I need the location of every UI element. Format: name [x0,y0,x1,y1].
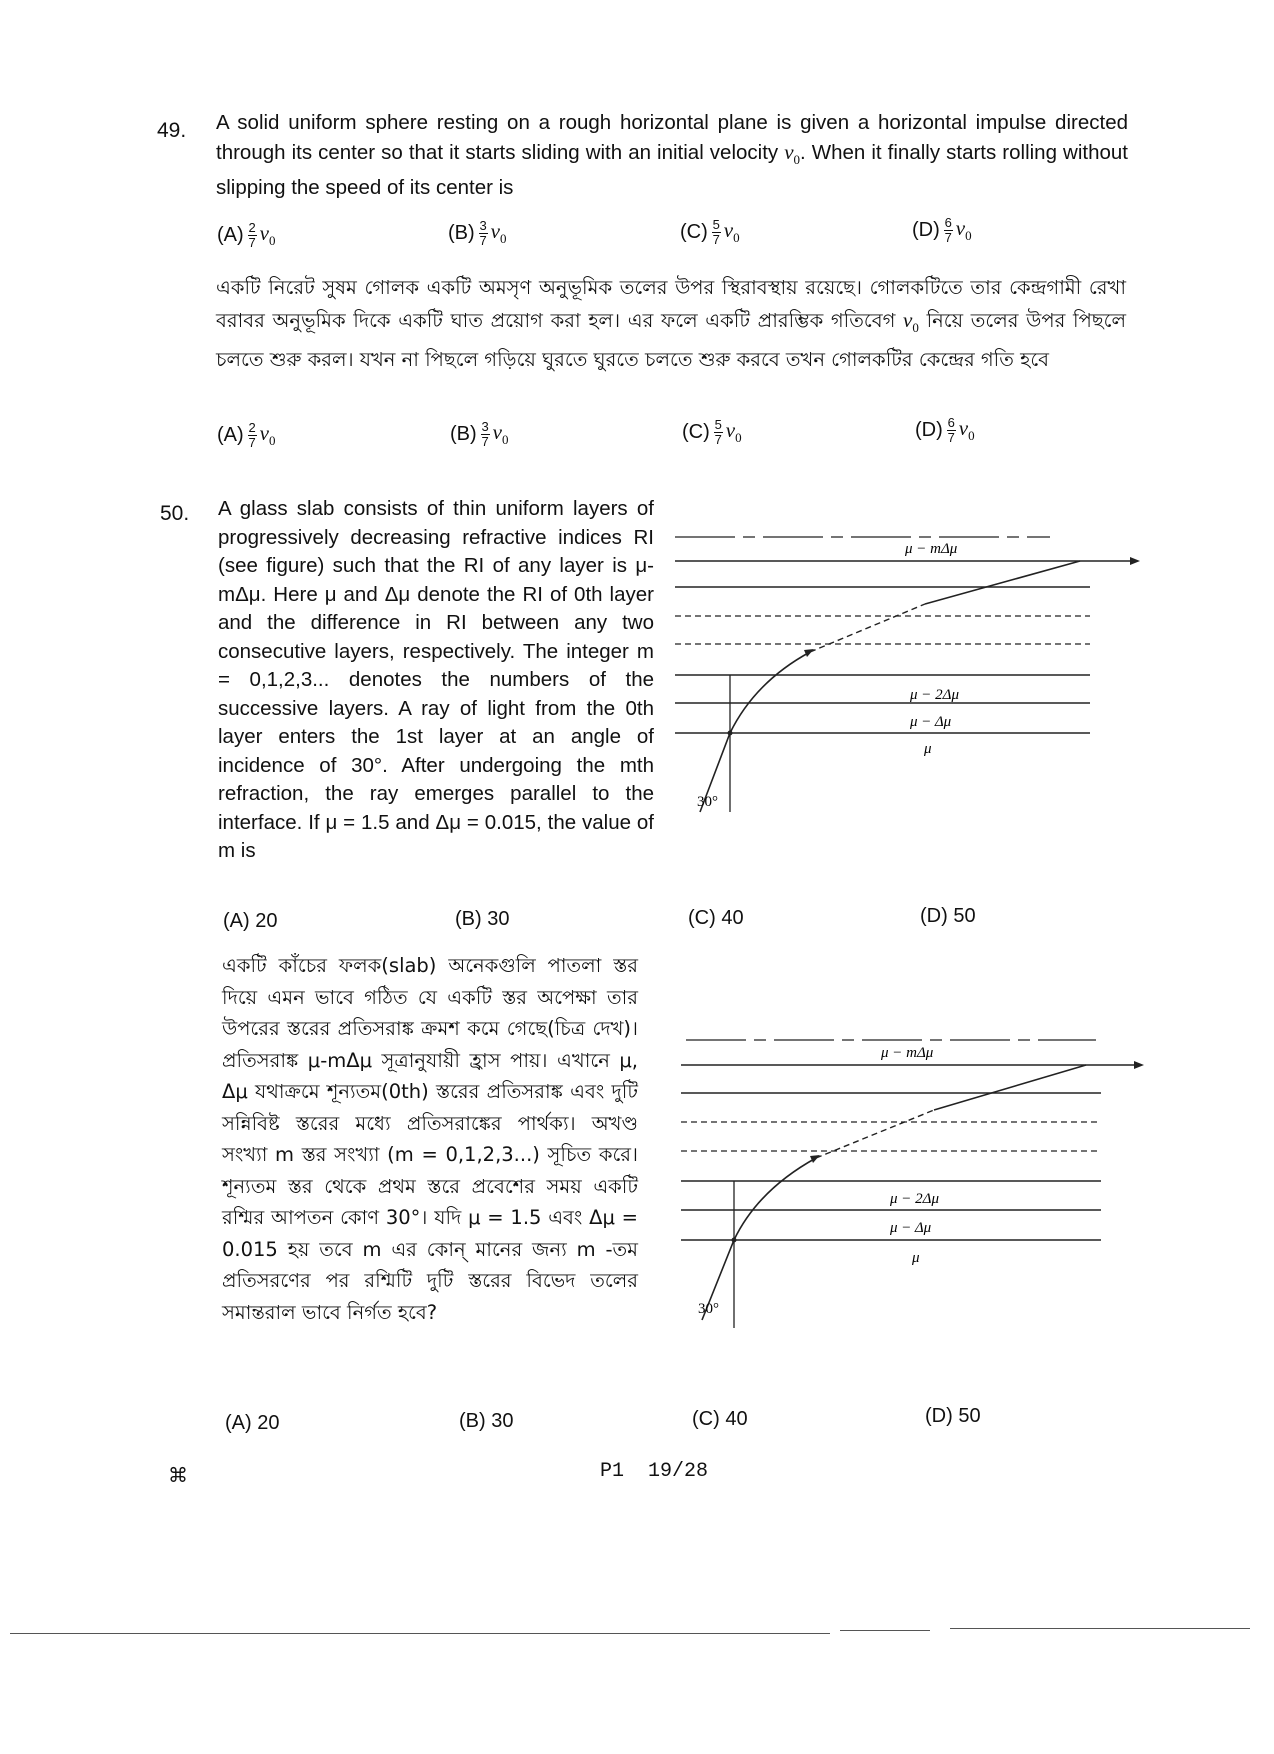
q49-option-b[interactable]: (B) $\frac{3}{7}$ $v_0$ [448,218,507,248]
q50-bn-option-c[interactable]: (C) 40 [692,1408,748,1430]
scan-line-mid [840,1630,930,1631]
q49-bn-option-a[interactable]: (A) $\frac{2}{7}$ $v_0$ [217,420,276,450]
question-50-text-en: A glass slab consists of thin uniform layers of progressively decreasing refractive indices RI (see figure) such that the RI of any layer is μ-mΔμ. Here μ and Δμ denote the RI of 0th layer and the difference in RI between any two consecutive layers, respectively. The integer m = 0,1,2,3... denotes the numbers of the successive layers. A ray of light from the 0th layer enters the 1st layer at an angle of incidence of 30°. After undergoing the mth refraction, the ray emerges parallel to the interface. If μ = 1.5 and Δμ = 0.015, the value of m is [218,497,654,862]
q49-bn-option-b[interactable]: (B) $\frac{3}{7}$ $v_0$ [450,419,509,449]
question-49-number: 49. [157,119,187,142]
question-50-number: 50. [160,502,190,525]
label-angle-2: 30° [698,1301,719,1317]
q49-option-a[interactable]: (A) $\frac{2}{7}$ $v_0$ [217,220,276,250]
q50-option-b[interactable]: (B) 30 [455,908,510,930]
scan-line-right [950,1628,1250,1629]
question-49-stem-end: . When it finally starts rolling without slipping the speed of its center is [216,140,1128,200]
q50-option-d[interactable]: (D) 50 [920,905,976,927]
label-mu-minus-m-dmu: μ − mΔμ [905,541,958,557]
label-mu-minus-m-dmu-2: μ − mΔμ [881,1045,934,1061]
question-49-stem: A solid uniform sphere resting on a rough horizontal plane is given a horizontal impulse directed through its center so that it starts sliding with an initial velocity [216,111,1128,164]
scan-line-left [10,1633,830,1634]
question-49-bn-part1: একটি নিরেট সুষম গোলক একটি অমসৃণ অনুভূমিক তলের উপর স্থিরাবস্থায় রয়েছে। গোলকটিতে তার কেন্দ্রগামী রেখা বরাবর অনুভূমিক দিকে একটি ঘাত প্রয়োগ করা হল। এর ফলে একটি প্রারম্ভিক গতিবেগ [216,276,1126,332]
footer-symbol: ⌘ [168,1463,188,1487]
light-ray-path-2 [702,1158,816,1320]
q49-option-d[interactable]: (D) $\frac{6}{7}$ $v_0$ [912,215,972,245]
q50-bn-option-b[interactable]: (B) 30 [459,1410,514,1432]
initial-velocity-symbol: $v_0$ [784,139,801,167]
label-mu-minus-dmu: μ − Δμ [910,714,952,730]
label-mu: μ [924,741,932,757]
question-49-text-en [216,109,1128,203]
label-mu-minus-dmu-2: μ − Δμ [890,1220,932,1236]
light-ray-path [700,652,810,812]
question-49-bn-part2: নিয়ে তলের উপর পিছলে চলতে শুরু করল। যখন না পিছলে গড়িয়ে ঘুরতে ঘুরতে চলতে শুরু করবে তখন গোলকটির কেন্দ্রের গতি হবে [216,309,1127,372]
q50-bn-option-d[interactable]: (D) 50 [925,1405,981,1427]
label-mu-2: μ [912,1250,920,1266]
label-angle: 30° [697,794,718,810]
q49-bn-option-d[interactable]: (D) $\frac{6}{7}$ $v_0$ [915,415,975,445]
label-mu-minus-2dmu: μ − 2Δμ [910,687,959,703]
q50-option-c[interactable]: (C) 40 [688,907,744,929]
refraction-figure-1 [670,522,1140,822]
label-mu-minus-2dmu-2: μ − 2Δμ [890,1191,939,1207]
page-number: P1 19/28 [600,1460,709,1483]
question-50-text-bn: একটি কাঁচের ফলক(slab) অনেকগুলি পাতলা স্তর দিয়ে এমন ভাবে গঠিত যে একটি স্তর অপেক্ষা তার উপরের স্তরের প্রতিসরাঙ্ক ক্রমশ কমে গেছে(চিত্র দেখ)। প্রতিসরাঙ্ক μ-mΔμ সূত্রানুযায়ী হ্রাস পায়। এখানে μ, Δμ যথাক্রমে শূন্যতম(0th) স্তরের প্রতিসরাঙ্ক এবং দুটি সন্নিবিষ্ট স্তরের মধ্যে প্রতিসরাঙ্কের পার্থক্য। অখণ্ড সংখ্যা m স্তর সংখ্যা (m = 0,1,2,3...) সূচিত করে। শূন্যতম স্তর থেকে প্রথম স্তরে প্রবেশের সময় একটি রশ্মির আপতন কোণ 30°। যদি μ = 1.5 এবং Δμ = 0.015 হয় তবে m এর কোন্ মানের জন্য m -তম প্রতিসরণের পর রশ্মিটি দুটি স্তরের বিভেদ তলের সমান্তরাল ভাবে নির্গত হবে? [222,954,638,1324]
refraction-figure-2 [676,1030,1146,1335]
q50-bn-option-a[interactable]: (A) 20 [225,1412,280,1434]
q50-option-a[interactable]: (A) 20 [223,910,278,932]
bn-initial-velocity-symbol: $v_0$ [903,308,919,336]
q49-option-c[interactable]: (C) $\frac{5}{7}$ $v_0$ [680,217,740,247]
question-49-text-bn [216,272,1126,376]
q49-bn-option-c[interactable]: (C) $\frac{5}{7}$ $v_0$ [682,417,742,447]
